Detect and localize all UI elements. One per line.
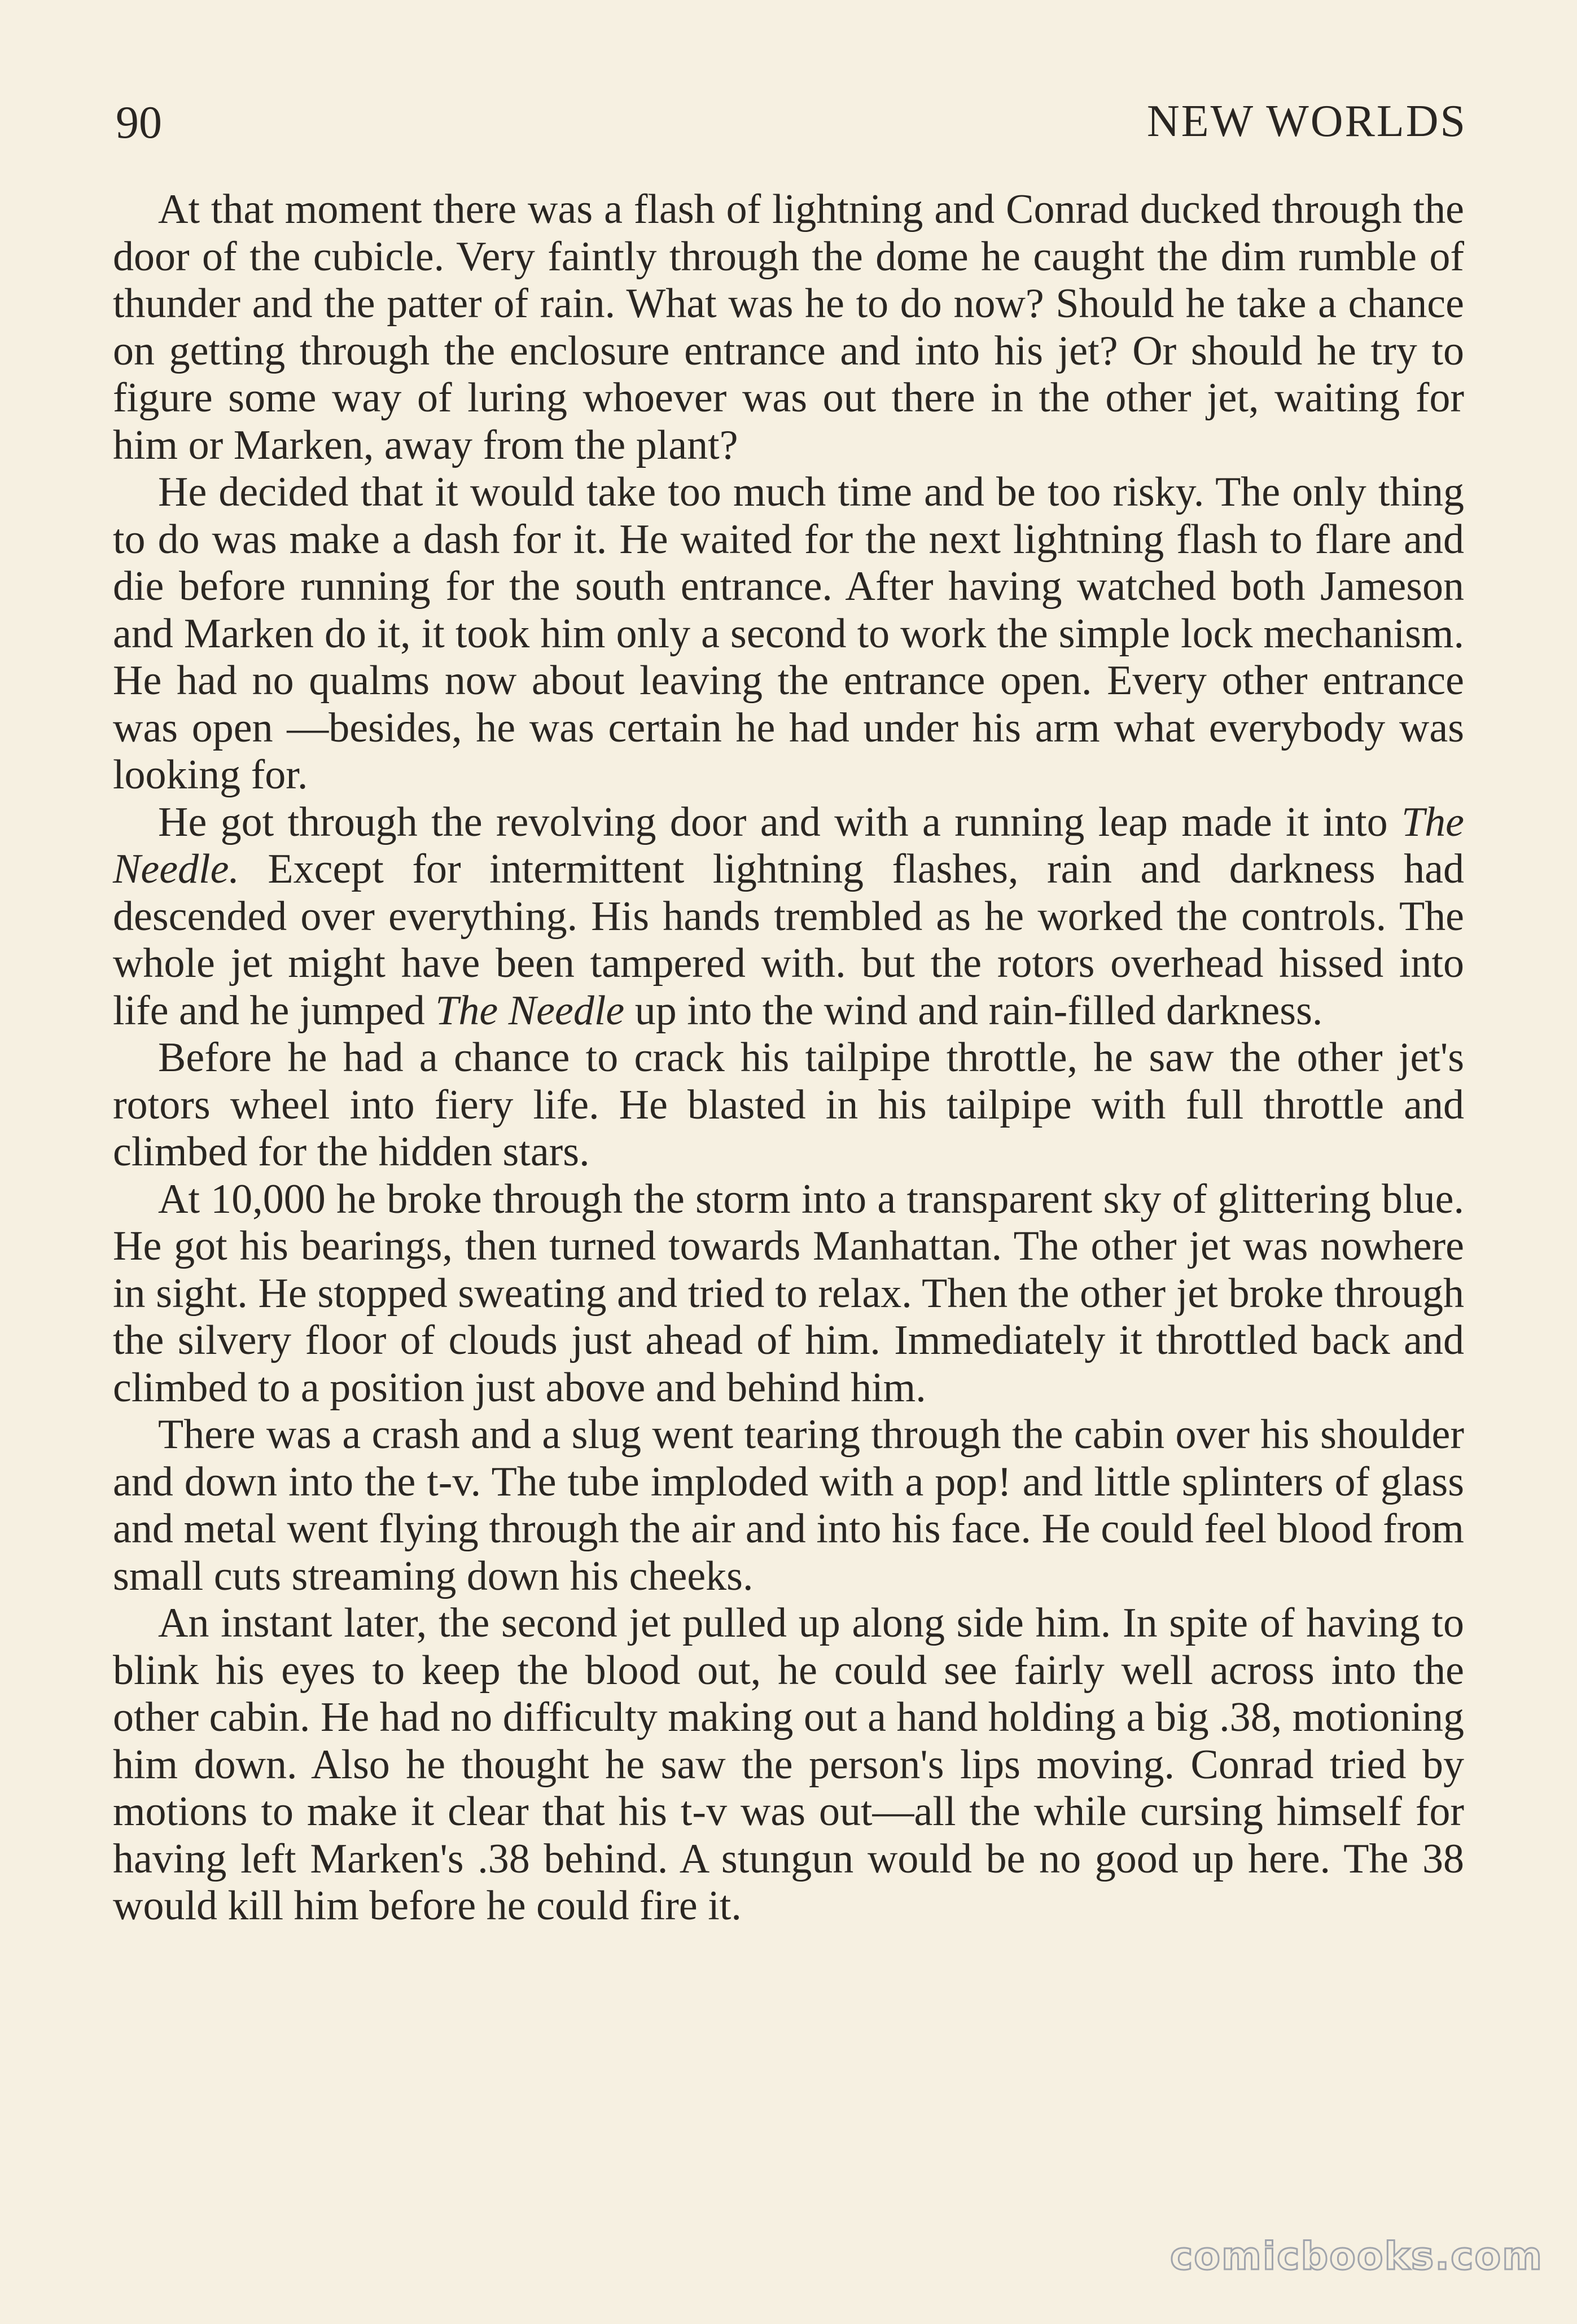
running-title: NEW WORLDS bbox=[1146, 97, 1467, 146]
text-run: At 10,000 he broke through the storm into a transparent sky of glittering blue. He got his bearings, then turned towards Manhattan. The other jet was nowhere in sight. He stopped sweating and tried to relax. Then the other jet broke through the silvery floor of clouds just ahead of him. Immediately it throttled back and climbed to a position just above and behind him. bbox=[113, 1176, 1464, 1411]
text-run: up into the wind and rain-filled darkness. bbox=[624, 987, 1323, 1034]
text-run: Except for intermittent lightning flashes, rain and darkness had descended over everything. His hands trembled as he worked the controls. The whole jet might have been tampered with. but the rotors overhead hissed into life and he jumped bbox=[113, 846, 1464, 1034]
text-run: At that moment there was a flash of lightning and Conrad ducked through the door of the cubicle. Very faintly through the dome he caught the dim rumble of thunder and the patter of rain. What was he to do now? Should he take a chance on getting through the enclosure entrance and into his jet? Or should he try to figure some way of luring whoever was out there in the other jet, waiting for him or Marken, away from the plant? bbox=[113, 186, 1464, 468]
watermark-logo: comicbooks.com bbox=[1169, 2234, 1543, 2279]
paragraph bbox=[113, 1176, 1464, 1412]
text-run: He got through the revolving door and with a running leap made it into bbox=[158, 799, 1401, 845]
paragraph bbox=[113, 469, 1464, 799]
text-run: Before he had a chance to crack his tailpipe throttle, he saw the other jet's rotors wheel into fiery life. He blasted in his tailpipe with full throttle and climbed for the hidden stars. bbox=[113, 1034, 1464, 1175]
story-text bbox=[113, 186, 1464, 1930]
italic-text: The Needle. bbox=[113, 799, 1464, 892]
page-number: 90 bbox=[116, 97, 162, 148]
text-run: He decided that it would take too much time and be too risky. The only thing to do was make a dash for it. He waited for the next lightning flash to flare and die before running for the south entrance. After having watched both Jameson and Marken do it, it took him only a second to work the simple lock mechanism. He had no qualms now about leaving the entrance open. Every other entrance was open —besides, he was certain he had under his arm what everybody was looking for. bbox=[113, 469, 1464, 798]
page-header bbox=[116, 85, 1467, 152]
paragraph bbox=[113, 1034, 1464, 1176]
paragraph bbox=[113, 186, 1464, 469]
paragraph bbox=[113, 1600, 1464, 1930]
text-run: There was a crash and a slug went tearing through the cabin over his shoulder and down into the t-v. The tube imploded with a pop! and little splinters of glass and metal went flying through the air and into his face. He could feel blood from small cuts streaming down his cheeks. bbox=[113, 1411, 1464, 1599]
paragraph bbox=[113, 799, 1464, 1035]
paragraph bbox=[113, 1411, 1464, 1600]
text-run: An instant later, the second jet pulled up along side him. In spite of having to blink his eyes to keep the blood out, he could see fairly well across into the other cabin. He had no difficulty making out a hand holding a big .38, motioning him down. Also he thought he saw the person's lips moving. Conrad tried by motions to make it clear that his t-v was out—all the while cursing himself for having left Marken's .38 behind. A stungun would be no good up here. The 38 would kill him before he could fire it. bbox=[113, 1600, 1464, 1929]
italic-text: The Needle bbox=[435, 987, 625, 1034]
